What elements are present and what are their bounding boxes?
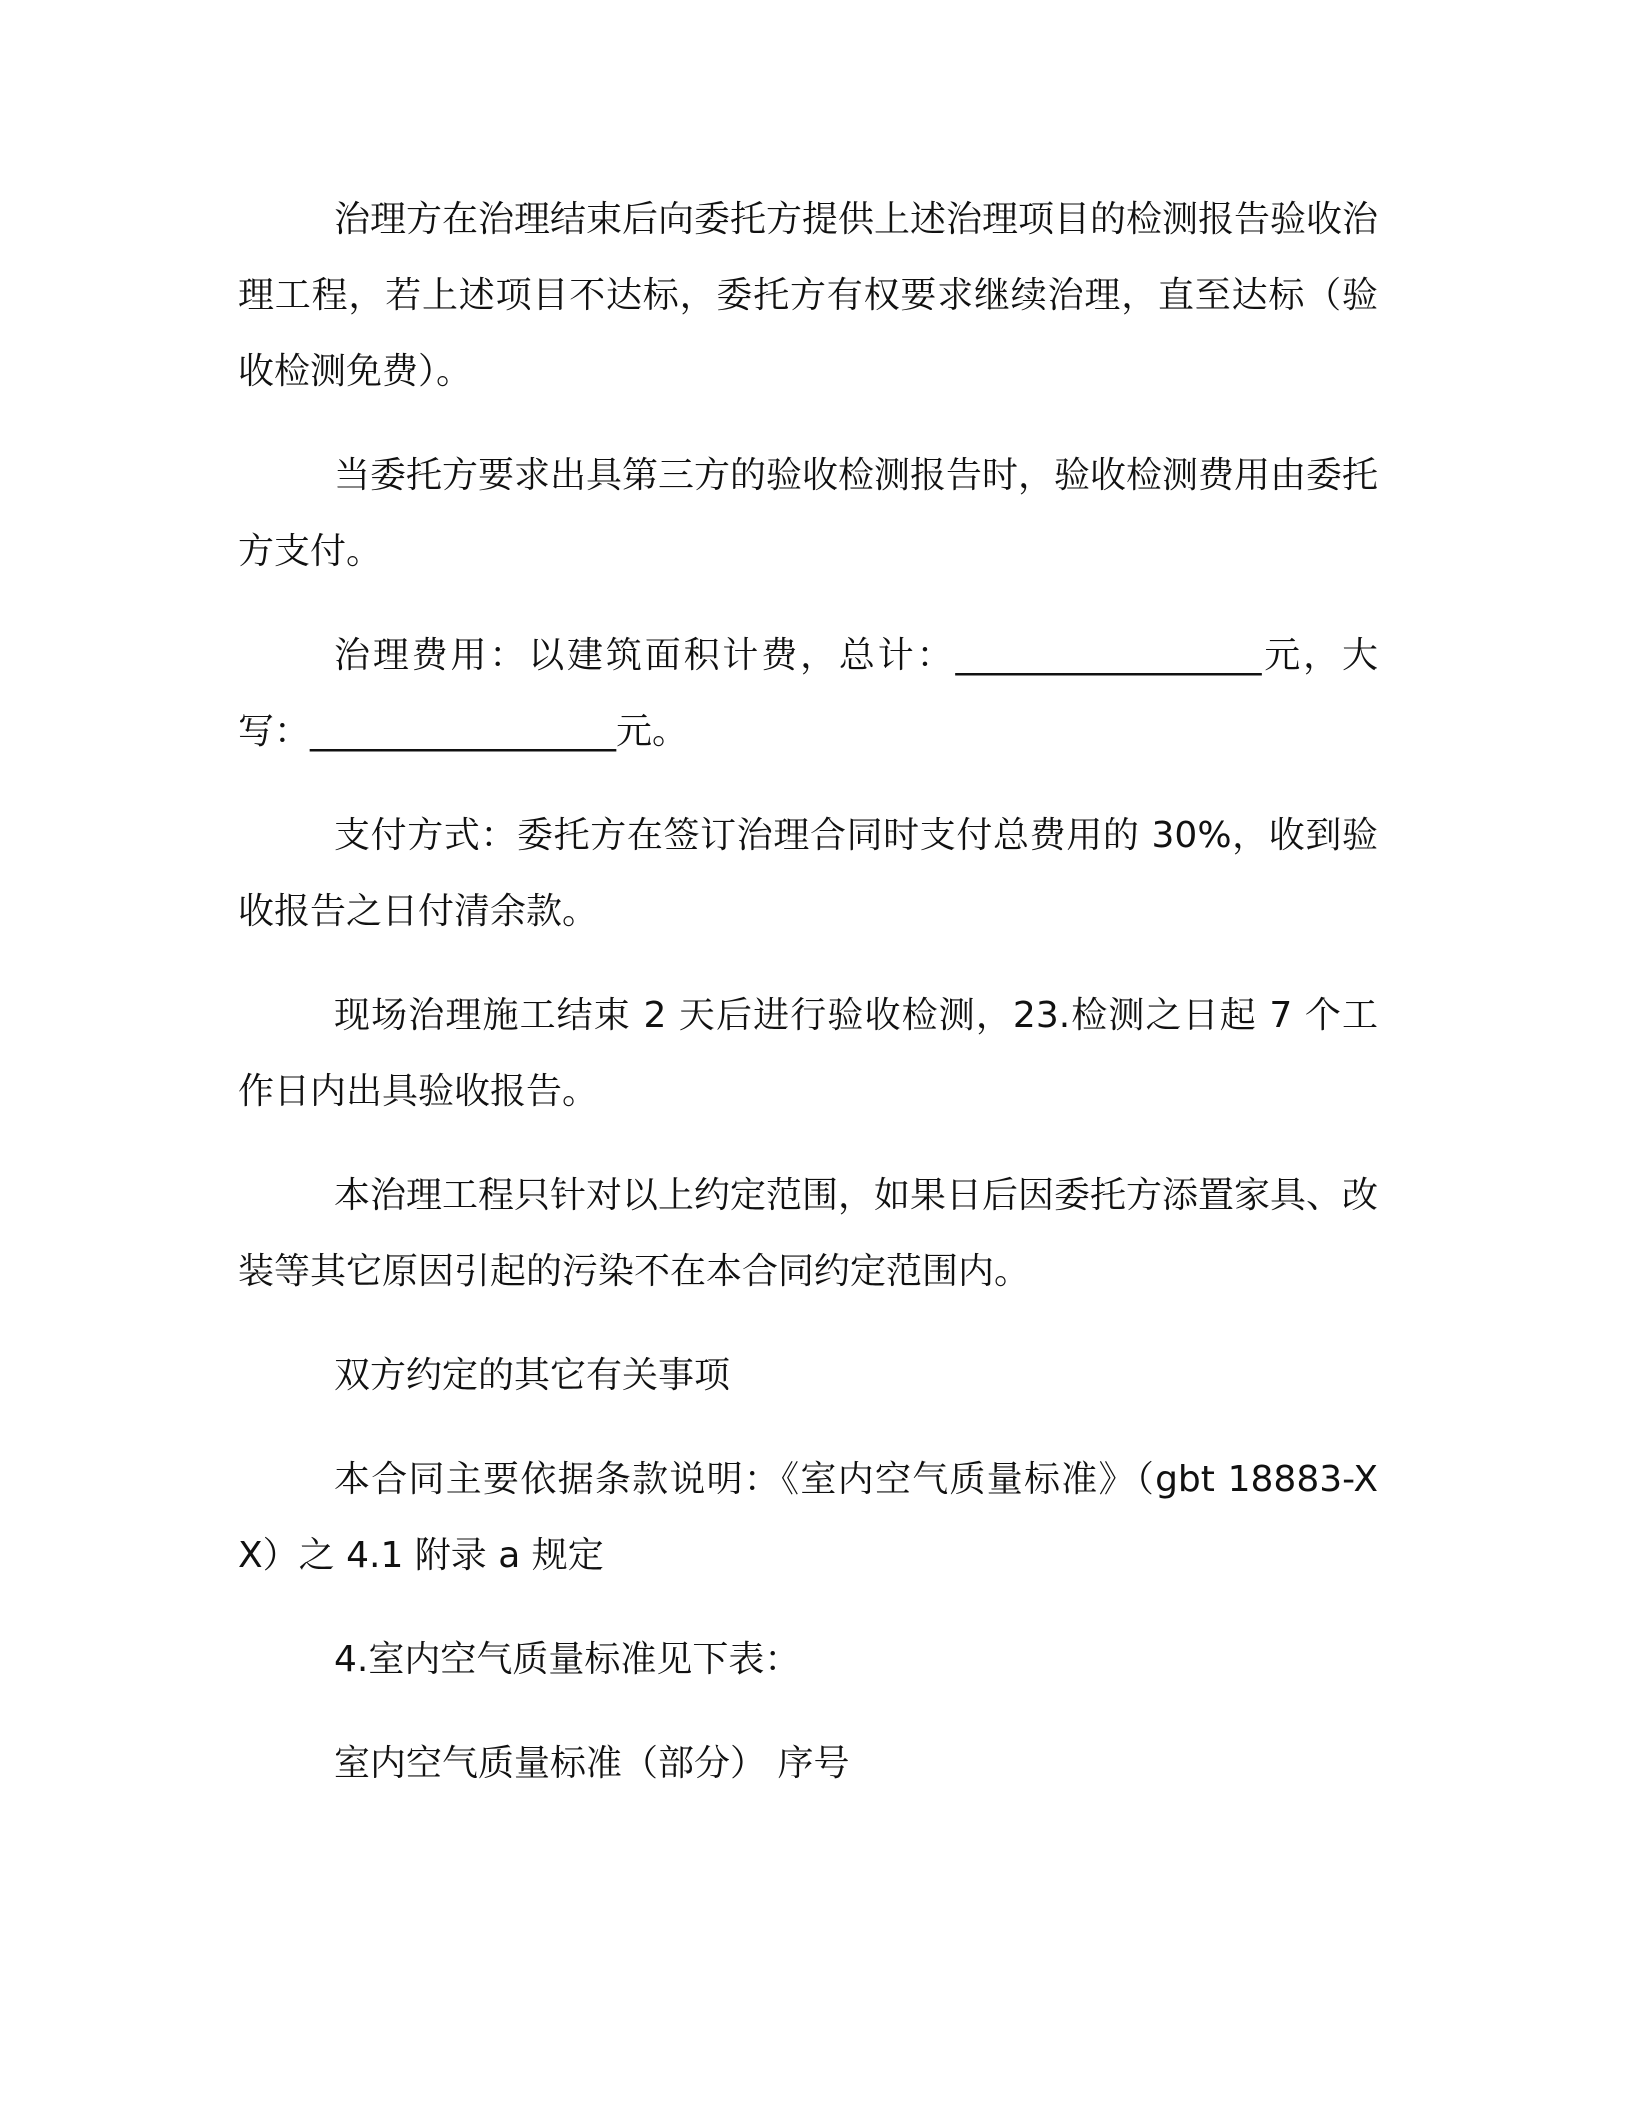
paragraph-payment-method: 支付方式：委托方在签订治理合同时支付总费用的 30%，收到验收报告之日付清余款。: [238, 815, 1378, 932]
paragraph-treatment-fee: 治理费用：以建筑面积计费，总计：_________________元，大写：_________________元。: [238, 635, 1378, 752]
paragraph-third-party-fee: 当委托方要求出具第三方的验收检测报告时，验收检测费用由委托方支付。: [238, 455, 1379, 572]
paragraph-standard-table-intro: 4.室内空气质量标准见下表：: [334, 1639, 801, 1680]
paragraph-acceptance-report: 治理方在治理结束后向委托方提供上述治理项目的检测报告验收治理工程，若上述项目不达标，委托方有权要求继续治理，直至达标（验收检测免费）。: [238, 199, 1379, 392]
paragraph-scope-limitation: 本治理工程只针对以上约定范围，如果日后因委托方添置家具、改装等其它原因引起的污染不在本合同约定范围内。: [238, 1175, 1379, 1292]
document-body: [238, 182, 1378, 1830]
paragraph-standard-table-caption: 室内空气质量标准（部分） 序号: [334, 1743, 850, 1784]
paragraph-basis-clause: 本合同主要依据条款说明：《室内空气质量标准》（gbt 18883-XX）之 4.1 附录 a 规定: [238, 1459, 1378, 1576]
paragraph-acceptance-timing: 现场治理施工结束 2 天后进行验收检测，23.检测之日起 7 个工作日内出具验收报告。: [238, 995, 1378, 1112]
paragraph-other-matters: 双方约定的其它有关事项: [334, 1355, 731, 1396]
